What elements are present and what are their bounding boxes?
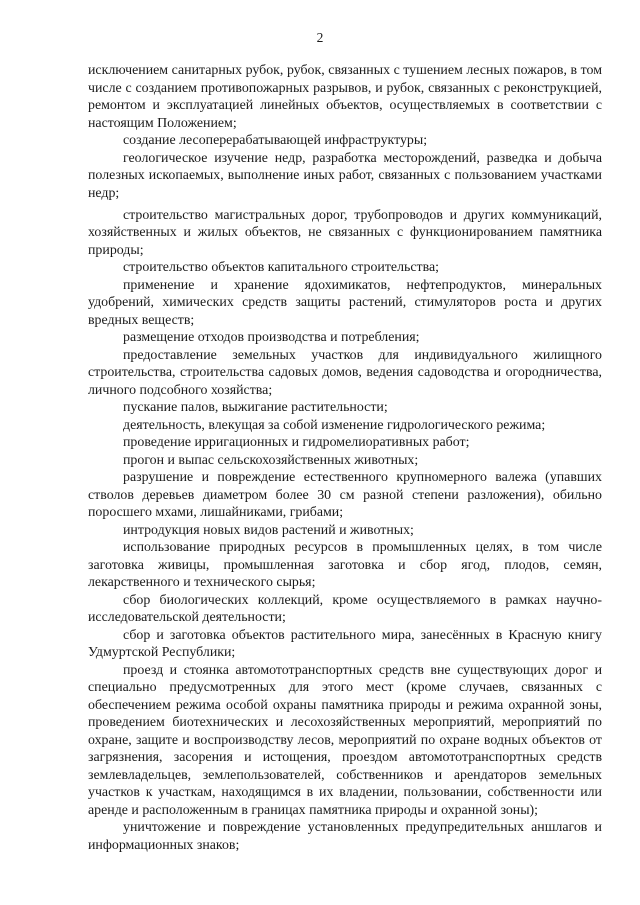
paragraph: строительство магистральных дорог, трубопроводов и других коммуникаций, хозяйственных и жилых объектов, не связанных с функционированием памятника природы;: [88, 207, 602, 258]
paragraph: сбор биологических коллекций, кроме осуществляемого в рамках научно-исследовательской деятельности;: [88, 592, 602, 625]
paragraph: применение и хранение ядохимикатов, нефтепродуктов, минеральных удобрений, химических средств защиты растений, стимуляторов роста и других вредных веществ;: [88, 277, 602, 328]
paragraph: создание лесоперерабатывающей инфраструктуры;: [123, 133, 428, 148]
document-body: [88, 62, 602, 854]
paragraph: уничтожение и повреждение установленных предупредительных аншлагов и информационных знаков;: [88, 820, 602, 853]
paragraph: предоставление земельных участков для индивидуального жилищного строительства, строительства садовых домов, ведения садоводства и огородничества, личного подсобного хозяйства;: [88, 347, 602, 398]
paragraph: использование природных ресурсов в промышленных целях, в том числе заготовка живицы, промышленная заготовка и сбор ягод, плодов, семян, лекарственного и технического сырья;: [88, 540, 602, 590]
paragraph: разрушение и повреждение естественного крупномерного валежа (упавших стволов деревьев диаметром более 30 см разной степени разложения), обильно поросшего мхами, лишайниками, грибами;: [88, 470, 602, 520]
paragraph: проведение ирригационных и гидромелиоративных работ;: [123, 435, 470, 450]
paragraph: строительство объектов капитального строительства;: [123, 260, 439, 275]
paragraph: геологическое изучение недр, разработка месторождений, разведка и добыча полезных ископаемых, выполнение иных работ, связанных с пользованием участками недр;: [88, 150, 602, 201]
paragraph: сбор и заготовка объектов растительного мира, занесённых в Красную книгу Удмуртской Республики;: [88, 627, 602, 660]
paragraph: деятельность, влекущая за собой изменение гидрологического режима;: [123, 417, 546, 433]
paragraph: размещение отходов производства и потребления;: [123, 330, 420, 345]
paragraph: интродукция новых видов растений и животных;: [123, 522, 414, 538]
paragraph: пускание палов, выжигание растительности;: [123, 400, 388, 415]
paragraph: прогон и выпас сельскохозяйственных животных;: [123, 452, 419, 468]
page-number: 2: [316, 30, 324, 45]
paragraph: проезд и стоянка автомототранспортных средств вне существующих дорог и специально предусмотренных для этого мест (кроме случаев, связанных с обеспечением режима особой охраны памятника природы и режима охранной зоны, проведением биотехнических и лесохозяйственных мероприятий, мероприятий по охране, защите и воспроизводству лесов, мероприятий по охране водных объектов от загрязнения, засорения и истощения, проездом автомототранспортных средств землевладельцев, землепользователей, собственников и арендаторов земельных участков к участкам, находящимся в их владении, пользовании, собственности или аренде и расположенным в границах памятника природы и охранной зоны);: [88, 662, 602, 818]
paragraph: исключением санитарных рубок, рубок, связанных с тушением лесных пожаров, в том числе с созданием противопожарных разрывов, и рубок, связанных с реконструкцией, ремонтом и эксплуатацией линейных объектов, осуществляемых в соответствии с настоящим Положением;: [88, 63, 602, 131]
